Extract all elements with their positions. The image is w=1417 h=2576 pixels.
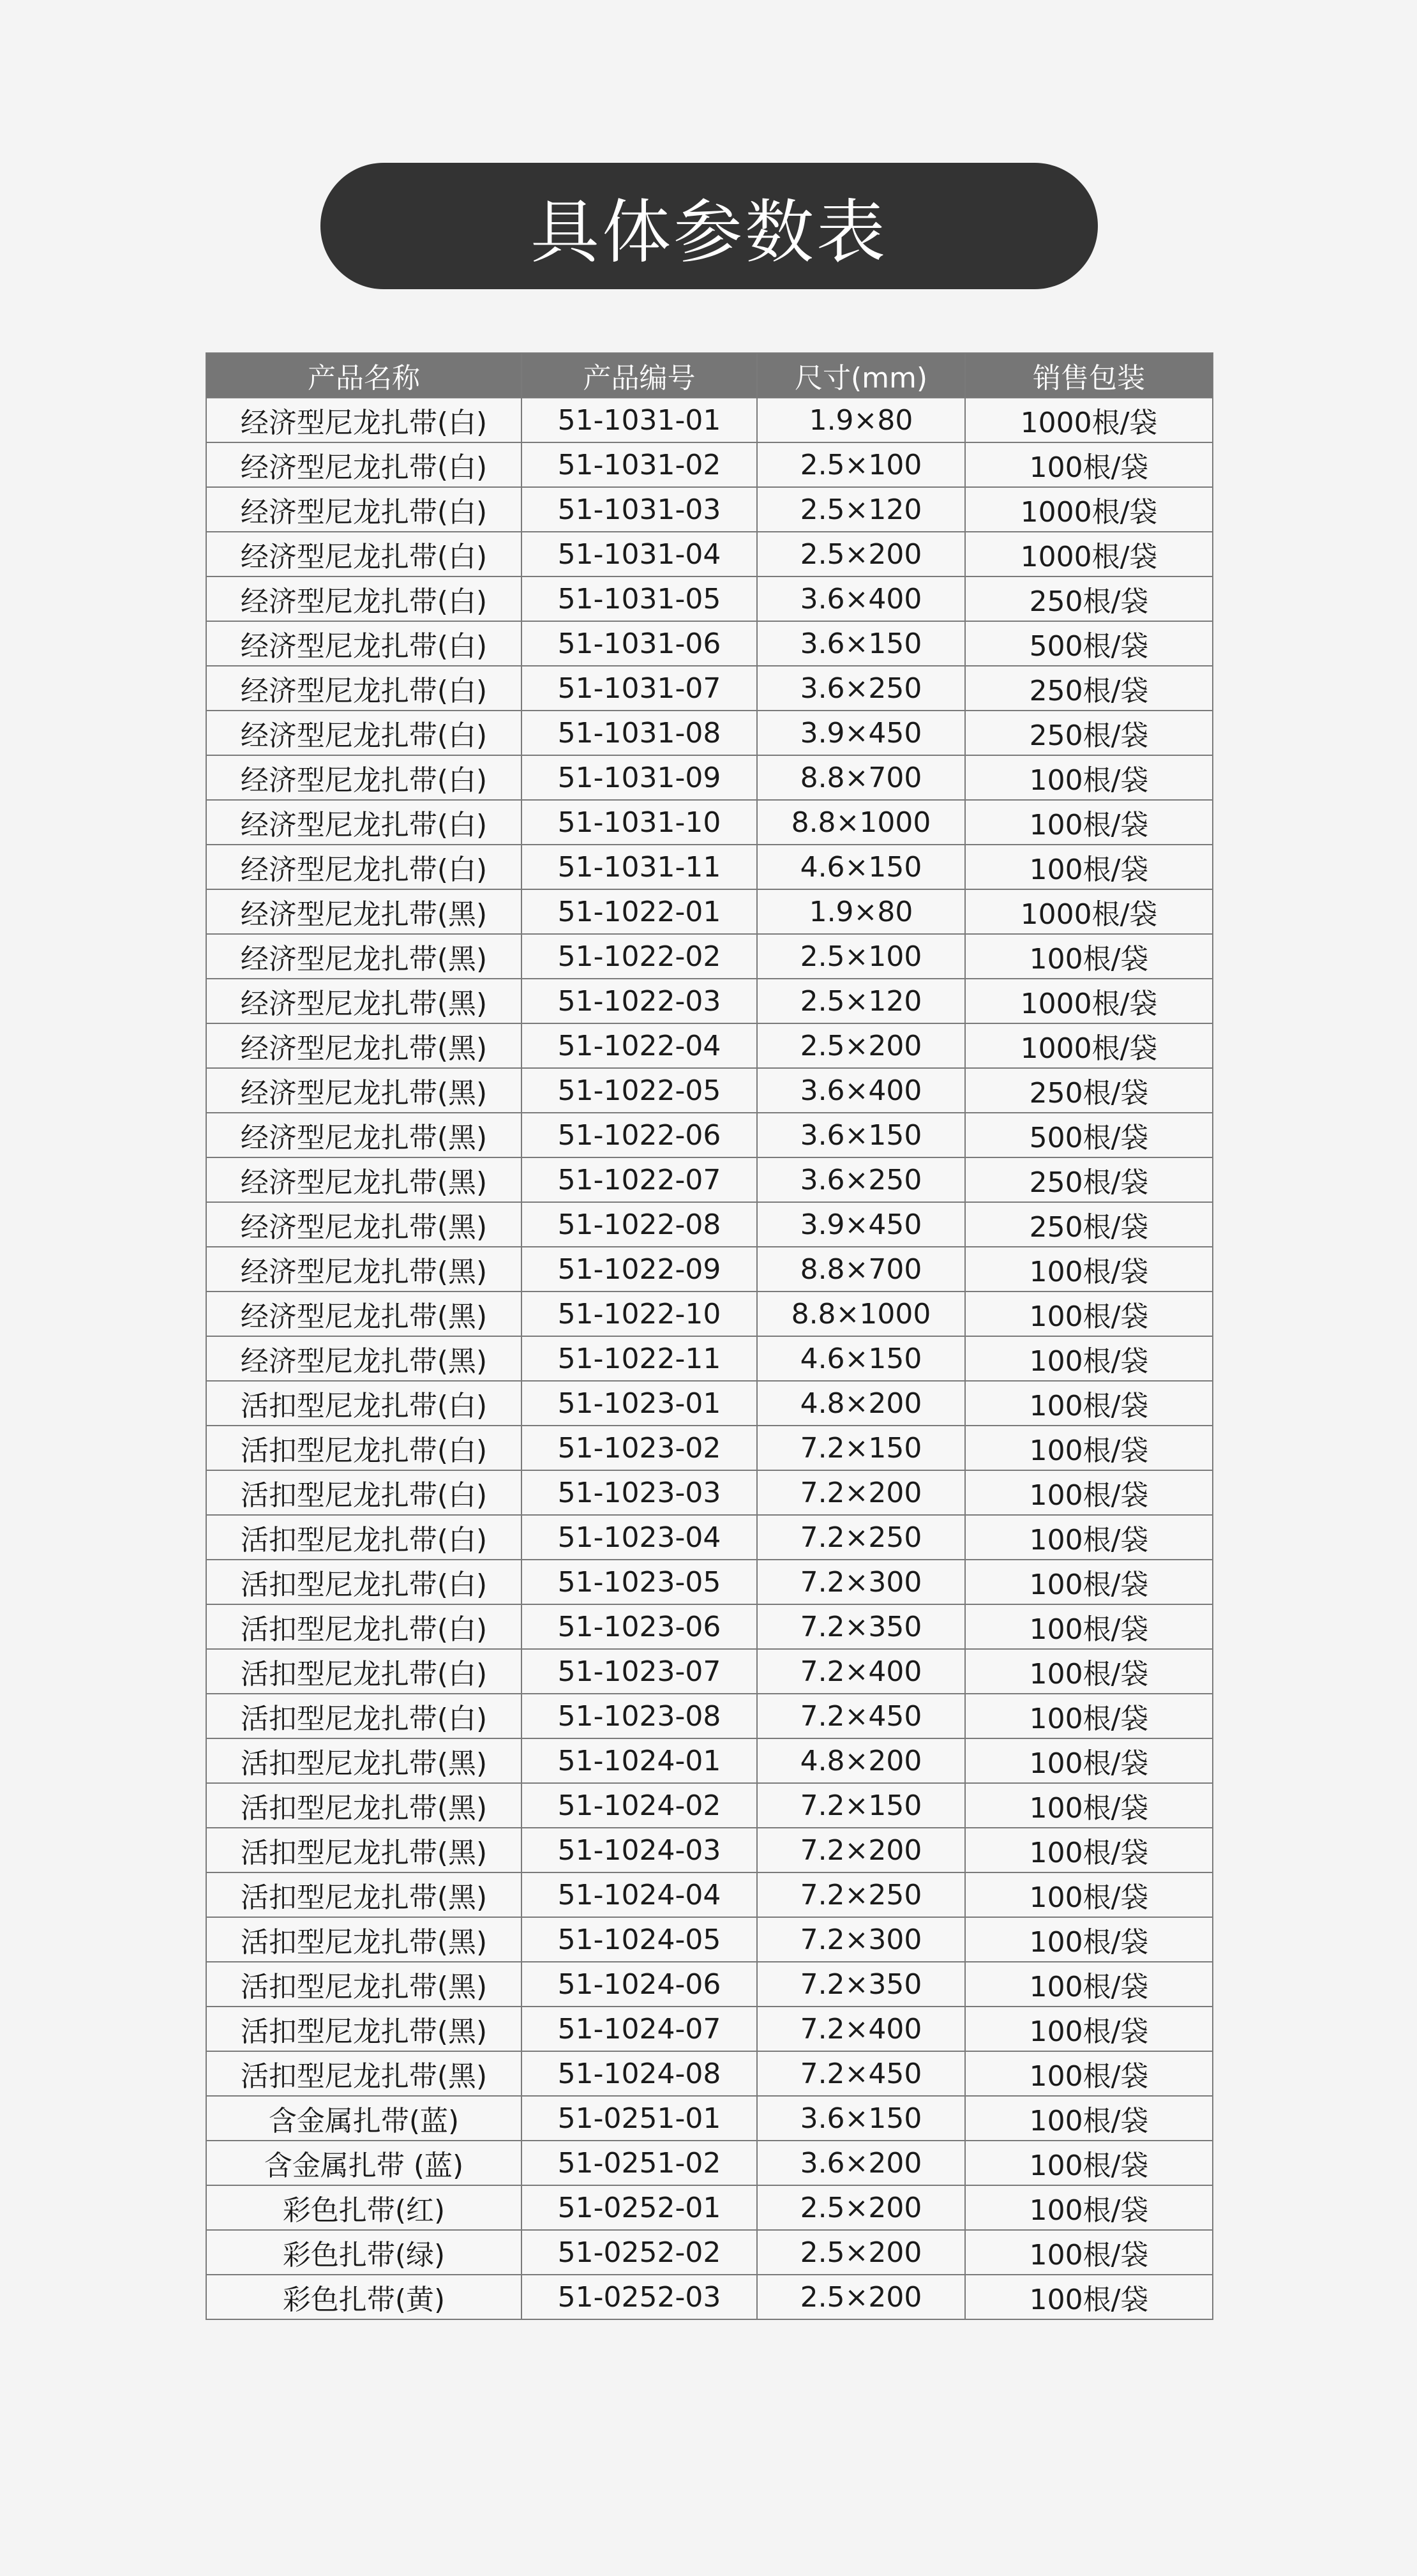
cell-size: 7.2×300 (757, 1560, 965, 1604)
cell-size: 3.6×150 (757, 2096, 965, 2141)
table-row (206, 979, 1213, 1023)
cell-packaging: 1000根/袋 (965, 889, 1213, 934)
cell-packaging: 100根/袋 (965, 2141, 1213, 2185)
cell-size: 7.2×350 (757, 1604, 965, 1649)
table-row (206, 1202, 1213, 1247)
cell-product-code: 51-0251-02 (521, 2141, 757, 2185)
cell-size: 3.6×400 (757, 1068, 965, 1113)
spec-table (206, 352, 1213, 2320)
cell-size: 2.5×200 (757, 532, 965, 576)
cell-product-name: 经济型尼龙扎带(白) (206, 711, 521, 755)
cell-product-code: 51-1024-01 (521, 1738, 757, 1783)
cell-product-name: 活扣型尼龙扎带(白) (206, 1515, 521, 1560)
cell-product-name: 经济型尼龙扎带(白) (206, 800, 521, 845)
cell-packaging: 100根/袋 (965, 1783, 1213, 1828)
cell-packaging: 100根/袋 (965, 1962, 1213, 2007)
cell-product-name: 经济型尼龙扎带(白) (206, 621, 521, 666)
table-row (206, 576, 1213, 621)
table-row (206, 1872, 1213, 1917)
cell-product-name: 含金属扎带 (蓝) (206, 2141, 521, 2185)
table-row (206, 2096, 1213, 2141)
cell-size: 7.2×450 (757, 2051, 965, 2096)
cell-product-name: 经济型尼龙扎带(黑) (206, 1247, 521, 1292)
cell-product-name: 活扣型尼龙扎带(白) (206, 1649, 521, 1694)
cell-packaging: 100根/袋 (965, 1336, 1213, 1381)
table-row (206, 487, 1213, 532)
cell-product-code: 51-1031-01 (521, 398, 757, 442)
cell-packaging: 250根/袋 (965, 666, 1213, 711)
cell-product-code: 51-1031-02 (521, 442, 757, 487)
cell-size: 2.5×120 (757, 487, 965, 532)
cell-size: 8.8×1000 (757, 800, 965, 845)
cell-product-code: 51-1023-01 (521, 1381, 757, 1426)
cell-packaging: 1000根/袋 (965, 1023, 1213, 1068)
cell-packaging: 100根/袋 (965, 1694, 1213, 1738)
cell-product-name: 经济型尼龙扎带(白) (206, 755, 521, 800)
cell-size: 4.6×150 (757, 845, 965, 889)
cell-packaging: 1000根/袋 (965, 398, 1213, 442)
table-row (206, 755, 1213, 800)
cell-size: 8.8×700 (757, 1247, 965, 1292)
cell-packaging: 100根/袋 (965, 2051, 1213, 2096)
table-row (206, 1336, 1213, 1381)
cell-product-name: 经济型尼龙扎带(黑) (206, 1202, 521, 1247)
cell-size: 3.9×450 (757, 1202, 965, 1247)
cell-packaging: 100根/袋 (965, 1649, 1213, 1694)
cell-size: 2.5×200 (757, 2185, 965, 2230)
cell-size: 3.6×150 (757, 1113, 965, 1157)
cell-product-name: 经济型尼龙扎带(白) (206, 442, 521, 487)
cell-product-code: 51-1031-07 (521, 666, 757, 711)
cell-size: 7.2×300 (757, 1917, 965, 1962)
cell-size: 3.9×450 (757, 711, 965, 755)
cell-product-code: 51-1024-04 (521, 1872, 757, 1917)
cell-size: 2.5×200 (757, 2230, 965, 2275)
cell-packaging: 100根/袋 (965, 1292, 1213, 1336)
cell-packaging: 100根/袋 (965, 442, 1213, 487)
cell-product-name: 彩色扎带(黄) (206, 2275, 521, 2319)
cell-packaging: 100根/袋 (965, 1560, 1213, 1604)
cell-product-name: 活扣型尼龙扎带(白) (206, 1470, 521, 1515)
table-row (206, 1068, 1213, 1113)
cell-product-code: 51-1024-07 (521, 2007, 757, 2051)
table-row (206, 2230, 1213, 2275)
table-row (206, 2051, 1213, 2096)
table-row (206, 2007, 1213, 2051)
cell-product-name: 活扣型尼龙扎带(黑) (206, 1783, 521, 1828)
cell-product-code: 51-1031-03 (521, 487, 757, 532)
cell-product-code: 51-1022-02 (521, 934, 757, 979)
cell-product-code: 51-1022-11 (521, 1336, 757, 1381)
cell-product-name: 彩色扎带(红) (206, 2185, 521, 2230)
cell-size: 7.2×250 (757, 1872, 965, 1917)
cell-size: 7.2×150 (757, 1783, 965, 1828)
cell-packaging: 100根/袋 (965, 1426, 1213, 1470)
cell-product-name: 经济型尼龙扎带(黑) (206, 1157, 521, 1202)
table-row (206, 934, 1213, 979)
cell-packaging: 100根/袋 (965, 1604, 1213, 1649)
cell-product-name: 经济型尼龙扎带(黑) (206, 1023, 521, 1068)
table-row (206, 1381, 1213, 1426)
cell-packaging: 100根/袋 (965, 1917, 1213, 1962)
cell-product-name: 活扣型尼龙扎带(白) (206, 1381, 521, 1426)
cell-size: 7.2×200 (757, 1828, 965, 1872)
cell-size: 7.2×200 (757, 1470, 965, 1515)
cell-product-code: 51-1024-08 (521, 2051, 757, 2096)
table-row (206, 1917, 1213, 1962)
cell-product-code: 51-1031-11 (521, 845, 757, 889)
cell-packaging: 250根/袋 (965, 711, 1213, 755)
cell-product-code: 51-1023-05 (521, 1560, 757, 1604)
cell-product-name: 活扣型尼龙扎带(白) (206, 1694, 521, 1738)
cell-product-name: 经济型尼龙扎带(白) (206, 666, 521, 711)
cell-size: 2.5×120 (757, 979, 965, 1023)
cell-product-name: 活扣型尼龙扎带(白) (206, 1560, 521, 1604)
cell-size: 7.2×150 (757, 1426, 965, 1470)
cell-product-code: 51-1023-02 (521, 1426, 757, 1470)
cell-product-name: 经济型尼龙扎带(白) (206, 398, 521, 442)
cell-size: 4.8×200 (757, 1381, 965, 1426)
table-row (206, 1113, 1213, 1157)
table-row (206, 1560, 1213, 1604)
cell-product-name: 经济型尼龙扎带(黑) (206, 1292, 521, 1336)
cell-product-name: 经济型尼龙扎带(白) (206, 576, 521, 621)
table-row (206, 2275, 1213, 2319)
cell-product-code: 51-1024-03 (521, 1828, 757, 1872)
cell-product-code: 51-1022-04 (521, 1023, 757, 1068)
table-header-row (206, 353, 1213, 398)
cell-size: 3.6×250 (757, 666, 965, 711)
cell-product-code: 51-1031-10 (521, 800, 757, 845)
cell-product-code: 51-1022-08 (521, 1202, 757, 1247)
table-row (206, 2185, 1213, 2230)
header-packaging: 销售包装 (965, 353, 1213, 398)
table-row (206, 1292, 1213, 1336)
cell-product-code: 51-1022-10 (521, 1292, 757, 1336)
table-row (206, 1426, 1213, 1470)
cell-size: 3.6×250 (757, 1157, 965, 1202)
table-row (206, 621, 1213, 666)
cell-packaging: 500根/袋 (965, 1113, 1213, 1157)
table-row (206, 1023, 1213, 1068)
cell-product-code: 51-1022-07 (521, 1157, 757, 1202)
cell-size: 4.8×200 (757, 1738, 965, 1783)
table-row (206, 711, 1213, 755)
cell-size: 2.5×200 (757, 2275, 965, 2319)
table-row (206, 2141, 1213, 2185)
cell-product-name: 活扣型尼龙扎带(白) (206, 1604, 521, 1649)
cell-product-code: 51-1024-05 (521, 1917, 757, 1962)
cell-product-name: 经济型尼龙扎带(黑) (206, 934, 521, 979)
cell-product-name: 彩色扎带(绿) (206, 2230, 521, 2275)
cell-size: 7.2×250 (757, 1515, 965, 1560)
cell-product-code: 51-1023-03 (521, 1470, 757, 1515)
cell-product-code: 51-1022-01 (521, 889, 757, 934)
cell-product-code: 51-1023-08 (521, 1694, 757, 1738)
header-size: 尺寸(mm) (757, 353, 965, 398)
cell-product-name: 活扣型尼龙扎带(黑) (206, 2051, 521, 2096)
cell-product-name: 活扣型尼龙扎带(黑) (206, 1872, 521, 1917)
cell-product-name: 经济型尼龙扎带(黑) (206, 1113, 521, 1157)
table-row (206, 398, 1213, 442)
cell-product-code: 51-1031-04 (521, 532, 757, 576)
cell-size: 1.9×80 (757, 398, 965, 442)
cell-size: 3.6×200 (757, 2141, 965, 2185)
table-row (206, 1157, 1213, 1202)
table-row (206, 532, 1213, 576)
cell-product-code: 51-1024-06 (521, 1962, 757, 2007)
cell-packaging: 1000根/袋 (965, 979, 1213, 1023)
table-row (206, 1604, 1213, 1649)
cell-product-code: 51-1031-06 (521, 621, 757, 666)
cell-product-code: 51-1022-09 (521, 1247, 757, 1292)
cell-product-code: 51-1023-04 (521, 1515, 757, 1560)
cell-size: 2.5×100 (757, 934, 965, 979)
table-row (206, 1649, 1213, 1694)
cell-product-code: 51-1031-08 (521, 711, 757, 755)
cell-product-code: 51-1022-05 (521, 1068, 757, 1113)
cell-size: 7.2×450 (757, 1694, 965, 1738)
cell-packaging: 100根/袋 (965, 845, 1213, 889)
cell-packaging: 1000根/袋 (965, 532, 1213, 576)
cell-packaging: 250根/袋 (965, 576, 1213, 621)
table-row (206, 1247, 1213, 1292)
cell-product-name: 经济型尼龙扎带(黑) (206, 1336, 521, 1381)
cell-product-name: 活扣型尼龙扎带(黑) (206, 1738, 521, 1783)
table-row (206, 442, 1213, 487)
cell-product-name: 经济型尼龙扎带(黑) (206, 889, 521, 934)
cell-product-code: 51-1031-05 (521, 576, 757, 621)
cell-size: 4.6×150 (757, 1336, 965, 1381)
cell-product-code: 51-0251-01 (521, 2096, 757, 2141)
cell-size: 7.2×400 (757, 2007, 965, 2051)
table-row (206, 1470, 1213, 1515)
cell-product-code: 51-0252-01 (521, 2185, 757, 2230)
cell-size: 8.8×700 (757, 755, 965, 800)
cell-product-code: 51-0252-03 (521, 2275, 757, 2319)
table-body (206, 398, 1213, 2319)
cell-packaging: 100根/袋 (965, 1470, 1213, 1515)
cell-size: 3.6×150 (757, 621, 965, 666)
cell-packaging: 250根/袋 (965, 1068, 1213, 1113)
cell-packaging: 100根/袋 (965, 2096, 1213, 2141)
cell-product-name: 活扣型尼龙扎带(黑) (206, 2007, 521, 2051)
table-row (206, 1515, 1213, 1560)
table-row (206, 1694, 1213, 1738)
cell-product-code: 51-1022-03 (521, 979, 757, 1023)
cell-product-code: 51-0252-02 (521, 2230, 757, 2275)
cell-product-name: 活扣型尼龙扎带(黑) (206, 1828, 521, 1872)
table-row (206, 800, 1213, 845)
cell-size: 2.5×100 (757, 442, 965, 487)
cell-product-name: 经济型尼龙扎带(黑) (206, 979, 521, 1023)
cell-packaging: 250根/袋 (965, 1157, 1213, 1202)
cell-product-code: 51-1023-06 (521, 1604, 757, 1649)
cell-packaging: 100根/袋 (965, 1515, 1213, 1560)
cell-packaging: 1000根/袋 (965, 487, 1213, 532)
cell-packaging: 250根/袋 (965, 1202, 1213, 1247)
header-product-name: 产品名称 (206, 353, 521, 398)
cell-packaging: 100根/袋 (965, 1738, 1213, 1783)
cell-product-code: 51-1024-02 (521, 1783, 757, 1828)
cell-product-name: 经济型尼龙扎带(白) (206, 532, 521, 576)
cell-packaging: 100根/袋 (965, 2185, 1213, 2230)
table-row (206, 1828, 1213, 1872)
table-row (206, 1962, 1213, 2007)
cell-packaging: 100根/袋 (965, 755, 1213, 800)
table-row (206, 889, 1213, 934)
cell-size: 3.6×400 (757, 576, 965, 621)
cell-product-code: 51-1023-07 (521, 1649, 757, 1694)
cell-packaging: 100根/袋 (965, 2230, 1213, 2275)
cell-packaging: 100根/袋 (965, 2007, 1213, 2051)
cell-product-code: 51-1031-09 (521, 755, 757, 800)
cell-packaging: 100根/袋 (965, 1381, 1213, 1426)
cell-size: 7.2×350 (757, 1962, 965, 2007)
cell-product-name: 经济型尼龙扎带(白) (206, 845, 521, 889)
cell-product-name: 活扣型尼龙扎带(黑) (206, 1917, 521, 1962)
cell-product-name: 含金属扎带(蓝) (206, 2096, 521, 2141)
cell-packaging: 100根/袋 (965, 934, 1213, 979)
title-banner (320, 163, 1098, 289)
cell-product-code: 51-1022-06 (521, 1113, 757, 1157)
page-title: 具体参数表 (530, 192, 888, 273)
table-row (206, 666, 1213, 711)
cell-product-name: 活扣型尼龙扎带(白) (206, 1426, 521, 1470)
cell-product-name: 经济型尼龙扎带(白) (206, 487, 521, 532)
cell-product-name: 活扣型尼龙扎带(黑) (206, 1962, 521, 2007)
cell-packaging: 100根/袋 (965, 1828, 1213, 1872)
cell-size: 7.2×400 (757, 1649, 965, 1694)
table-row (206, 1783, 1213, 1828)
cell-packaging: 100根/袋 (965, 1247, 1213, 1292)
cell-packaging: 100根/袋 (965, 800, 1213, 845)
table-row (206, 845, 1213, 889)
cell-packaging: 500根/袋 (965, 621, 1213, 666)
cell-product-name: 经济型尼龙扎带(黑) (206, 1068, 521, 1113)
cell-packaging: 100根/袋 (965, 1872, 1213, 1917)
cell-size: 1.9×80 (757, 889, 965, 934)
table-row (206, 1738, 1213, 1783)
cell-size: 2.5×200 (757, 1023, 965, 1068)
cell-packaging: 100根/袋 (965, 2275, 1213, 2319)
header-product-code: 产品编号 (521, 353, 757, 398)
cell-size: 8.8×1000 (757, 1292, 965, 1336)
